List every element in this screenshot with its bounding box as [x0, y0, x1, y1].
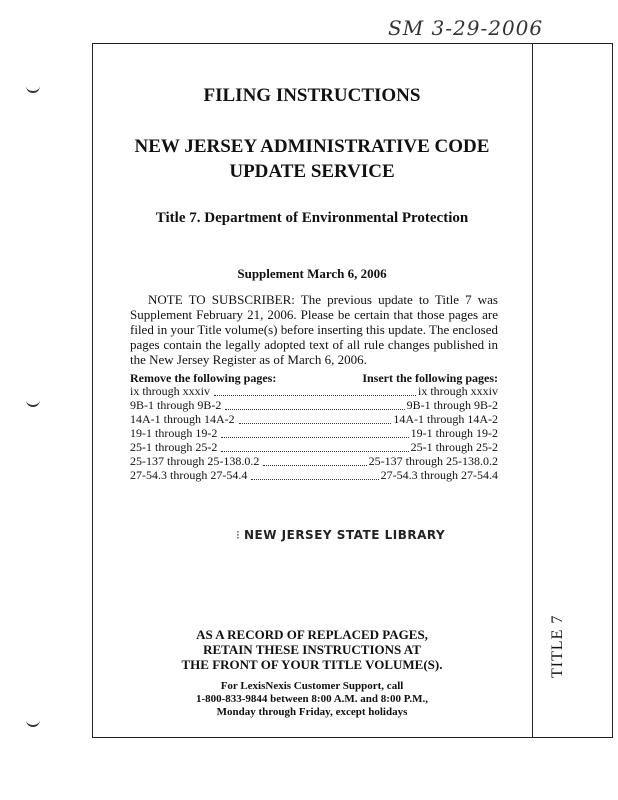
page-replacement-table	[130, 371, 498, 483]
insert-pages: ix through xxxiv	[418, 384, 498, 398]
punch-hole-mark	[26, 717, 40, 727]
insert-pages: 14A-1 through 14A-2	[393, 412, 498, 426]
insert-pages: 9B-1 through 9B-2	[406, 398, 498, 412]
support-line: For LexisNexis Customer Support, call	[220, 680, 404, 692]
remove-pages: 27-54.3 through 27-54.4	[130, 468, 248, 482]
title-tab-label: TITLE 7	[549, 614, 566, 678]
table-row	[130, 441, 498, 455]
library-stamp: NEW JERSEY STATE LIBRARY	[244, 528, 446, 542]
stamp-mark-icon: ⁝	[236, 528, 240, 542]
customer-support-info	[92, 680, 532, 719]
page-title: FILING INSTRUCTIONS	[203, 85, 421, 106]
table-row	[130, 469, 498, 483]
table-row	[130, 455, 498, 469]
insert-pages: 27-54.3 through 27-54.4	[380, 468, 498, 482]
insert-pages: 25-137 through 25-138.0.2	[368, 454, 498, 468]
leader-dots	[225, 408, 404, 410]
record-instructions	[92, 627, 532, 672]
table-row	[130, 427, 498, 441]
subscriber-note: NOTE TO SUBSCRIBER: The previous update to Title 7 was Supplement February 21, 2006. Please be certain that those pages are filed in your Title volume(s) before inserting this update. The enclosed pages contain the legally adopted text of all rule changes published in the New Jersey Register as of March 6, 2006.	[130, 292, 498, 367]
insert-header: Insert the following pages:	[362, 371, 498, 385]
remove-pages: 19-1 through 19-2	[130, 426, 218, 440]
leader-dots	[221, 436, 408, 438]
remove-pages: 14A-1 through 14A-2	[130, 412, 235, 426]
frame-border	[612, 43, 613, 738]
remove-header: Remove the following pages:	[130, 371, 277, 385]
table-row	[130, 413, 498, 427]
frame-border	[92, 43, 613, 44]
frame-border	[92, 737, 613, 738]
punch-hole-mark	[26, 83, 40, 93]
code-title	[92, 134, 532, 184]
record-line: AS A RECORD OF REPLACED PAGES,	[196, 627, 428, 642]
insert-pages: 19-1 through 19-2	[410, 426, 498, 440]
record-line: RETAIN THESE INSTRUCTIONS AT	[203, 642, 421, 657]
code-title-line: UPDATE SERVICE	[229, 161, 395, 182]
leader-dots	[221, 450, 408, 452]
leader-dots	[263, 464, 366, 466]
support-line: Monday through Friday, except holidays	[216, 706, 408, 718]
table-row	[130, 399, 498, 413]
handwritten-annotation: SM 3-29-2006	[388, 16, 544, 40]
leader-dots	[239, 422, 392, 424]
leader-dots	[214, 394, 416, 396]
remove-pages: 9B-1 through 9B-2	[130, 398, 222, 412]
department-subtitle: Title 7. Department of Environmental Protection	[155, 210, 469, 226]
remove-pages: 25-1 through 25-2	[130, 440, 218, 454]
tab-divider	[532, 43, 533, 738]
support-line: 1-800-833-9844 between 8:00 A.M. and 8:00 P.M.,	[195, 693, 429, 705]
code-title-line: NEW JERSEY ADMINISTRATIVE CODE	[134, 136, 490, 157]
table-row	[130, 385, 498, 399]
leader-dots	[251, 478, 378, 480]
remove-pages: ix through xxxiv	[130, 384, 210, 398]
record-line: THE FRONT OF YOUR TITLE VOLUME(S).	[181, 657, 443, 672]
punch-hole-mark	[26, 397, 40, 407]
supplement-date: Supplement March 6, 2006	[237, 266, 387, 281]
insert-pages: 25-1 through 25-2	[410, 440, 498, 454]
table-header	[130, 371, 498, 385]
remove-pages: 25-137 through 25-138.0.2	[130, 454, 260, 468]
